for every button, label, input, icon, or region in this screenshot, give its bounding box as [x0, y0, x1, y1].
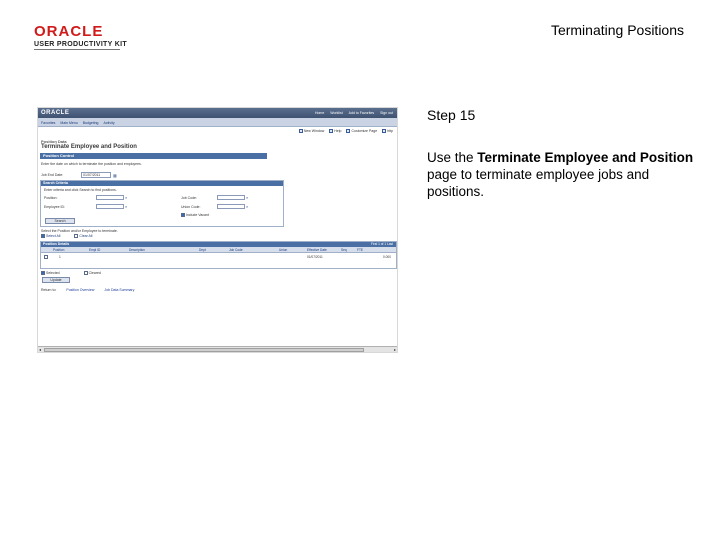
job-end-label: Job End Date:	[41, 173, 64, 177]
nav-item[interactable]: Favorites	[41, 121, 56, 125]
logo-subtitle: USER PRODUCTIVITY KIT	[34, 41, 127, 48]
breadcrumb: Position Data	[41, 139, 67, 144]
lookup-icon[interactable]: ⌕	[125, 204, 128, 209]
oracle-upk-logo	[34, 24, 134, 48]
logo-divider	[34, 49, 120, 50]
grid-title-text: Position Details	[43, 242, 70, 246]
select-all-option[interactable]	[41, 234, 60, 238]
selected-option[interactable]	[41, 271, 60, 275]
nav-item[interactable]: Activity	[103, 121, 115, 125]
app-brand: ORACLE	[41, 110, 70, 116]
grid-pager[interactable]: First 1 of 1 Last	[371, 242, 393, 246]
selection-hint: Select the Position and/or Employee to terminate.	[41, 229, 118, 233]
position-label: Position:	[44, 196, 58, 200]
position-input[interactable]	[96, 195, 124, 200]
union-label: Union Code:	[181, 205, 201, 209]
util-link[interactable]	[299, 129, 324, 133]
section-bar	[40, 153, 267, 159]
instruction-page-name: Terminate Employee and Position	[477, 150, 694, 165]
employee-label: Employee ID:	[44, 205, 66, 209]
search-criteria-title: Search Criteria	[41, 181, 283, 186]
column-header[interactable]: Seq	[341, 248, 347, 252]
clear-all-label: Clear All	[79, 234, 93, 238]
search-note: Enter criteria and click Search to find positions.	[44, 188, 117, 192]
top-link[interactable]: Add to Favorites	[348, 111, 375, 115]
column-header[interactable]: Description	[129, 248, 145, 252]
scrollbar-thumb[interactable]	[44, 348, 364, 352]
row-checkbox-icon[interactable]	[44, 255, 48, 259]
update-button[interactable]: Update	[42, 277, 70, 283]
util-link[interactable]	[382, 129, 393, 133]
employee-input[interactable]	[96, 204, 124, 209]
table-row	[41, 255, 396, 261]
job-code-label: Job Code:	[181, 196, 197, 200]
select-all-row	[41, 234, 92, 238]
union-input[interactable]	[217, 204, 245, 209]
cleared-label: Cleared	[88, 271, 101, 275]
top-link[interactable]: Sign out	[380, 111, 393, 115]
util-link-label: Help	[334, 129, 342, 133]
select-all-label: Select All	[46, 234, 61, 238]
application-screenshot	[37, 107, 398, 353]
selected-label: Selected	[46, 271, 60, 275]
return-link[interactable]: Job Data Summary	[104, 288, 135, 292]
column-header[interactable]: Effective Date	[307, 248, 327, 252]
scroll-left-icon[interactable]: ◂	[39, 347, 42, 352]
checkbox-icon	[41, 234, 45, 238]
util-link-label: Customize Page	[351, 129, 378, 133]
section-description: Enter the date on which to terminate the position and employees.	[41, 162, 142, 166]
include-vacant-label: Include Vacant	[186, 213, 209, 217]
top-link[interactable]: Worklist	[330, 111, 343, 115]
step-number: Step 15	[427, 107, 476, 123]
grid-header-row	[41, 247, 396, 253]
include-vacant-option[interactable]	[181, 213, 209, 217]
checkbox-icon	[84, 271, 88, 275]
selection-options	[41, 271, 101, 275]
scroll-right-icon[interactable]: ▸	[393, 347, 396, 352]
lookup-icon[interactable]: ⌕	[246, 195, 249, 200]
step-instruction	[427, 149, 697, 200]
position-details-grid	[40, 241, 397, 269]
return-label: Return to:	[41, 288, 57, 292]
app-nav-bar	[38, 118, 397, 127]
checkbox-icon	[74, 234, 78, 238]
cleared-option[interactable]	[84, 271, 101, 275]
calendar-icon[interactable]: ▦	[113, 173, 117, 178]
checkbox-icon	[41, 271, 45, 275]
app-top-bar	[38, 108, 397, 118]
nav-item[interactable]: Budgeting	[82, 121, 99, 125]
top-link[interactable]: Home	[314, 111, 325, 115]
table-cell: 01/07/2011	[307, 255, 323, 259]
util-link-label: http	[387, 129, 393, 133]
checkbox-icon	[382, 129, 386, 133]
checkbox-icon	[181, 213, 185, 217]
section-title: Position Control	[43, 152, 75, 158]
instruction-suffix: page to terminate employee jobs and positions.	[427, 167, 650, 199]
page-title: Terminating Positions	[550, 22, 684, 38]
util-link[interactable]	[329, 129, 341, 133]
clear-all-option[interactable]	[74, 234, 92, 238]
instruction-prefix: Use the	[427, 150, 478, 165]
table-cell: 0.000	[383, 255, 391, 259]
return-links	[41, 288, 134, 292]
checkbox-icon	[346, 129, 350, 133]
column-header[interactable]: FTE	[357, 248, 364, 252]
lookup-icon[interactable]: ⌕	[125, 195, 128, 200]
search-button[interactable]: Search	[45, 218, 75, 224]
return-link[interactable]: Position Overview	[66, 288, 95, 292]
checkbox-icon	[329, 129, 333, 133]
top-links	[315, 111, 393, 115]
lookup-icon[interactable]: ⌕	[246, 204, 249, 209]
column-header[interactable]: Dept	[199, 248, 206, 252]
checkbox-icon	[299, 129, 303, 133]
app-page-title: Terminate Employee and Position	[41, 144, 137, 150]
search-criteria-box	[40, 180, 284, 227]
horizontal-scrollbar[interactable]	[38, 346, 397, 352]
table-cell: 1	[59, 255, 61, 259]
job-code-input[interactable]	[217, 195, 245, 200]
column-header[interactable]: Job Code	[229, 248, 243, 252]
logo-brand: ORACLE	[34, 23, 104, 40]
column-header[interactable]: Union	[279, 248, 288, 252]
column-header[interactable]: Empl ID	[89, 248, 101, 252]
job-end-input[interactable]: 01/07/2011	[81, 172, 111, 178]
util-link[interactable]	[346, 129, 377, 133]
utility-links	[299, 129, 393, 133]
column-header[interactable]: Position	[53, 248, 65, 252]
util-link-label: New Window	[303, 129, 325, 133]
nav-item[interactable]: Main Menu	[60, 121, 78, 125]
